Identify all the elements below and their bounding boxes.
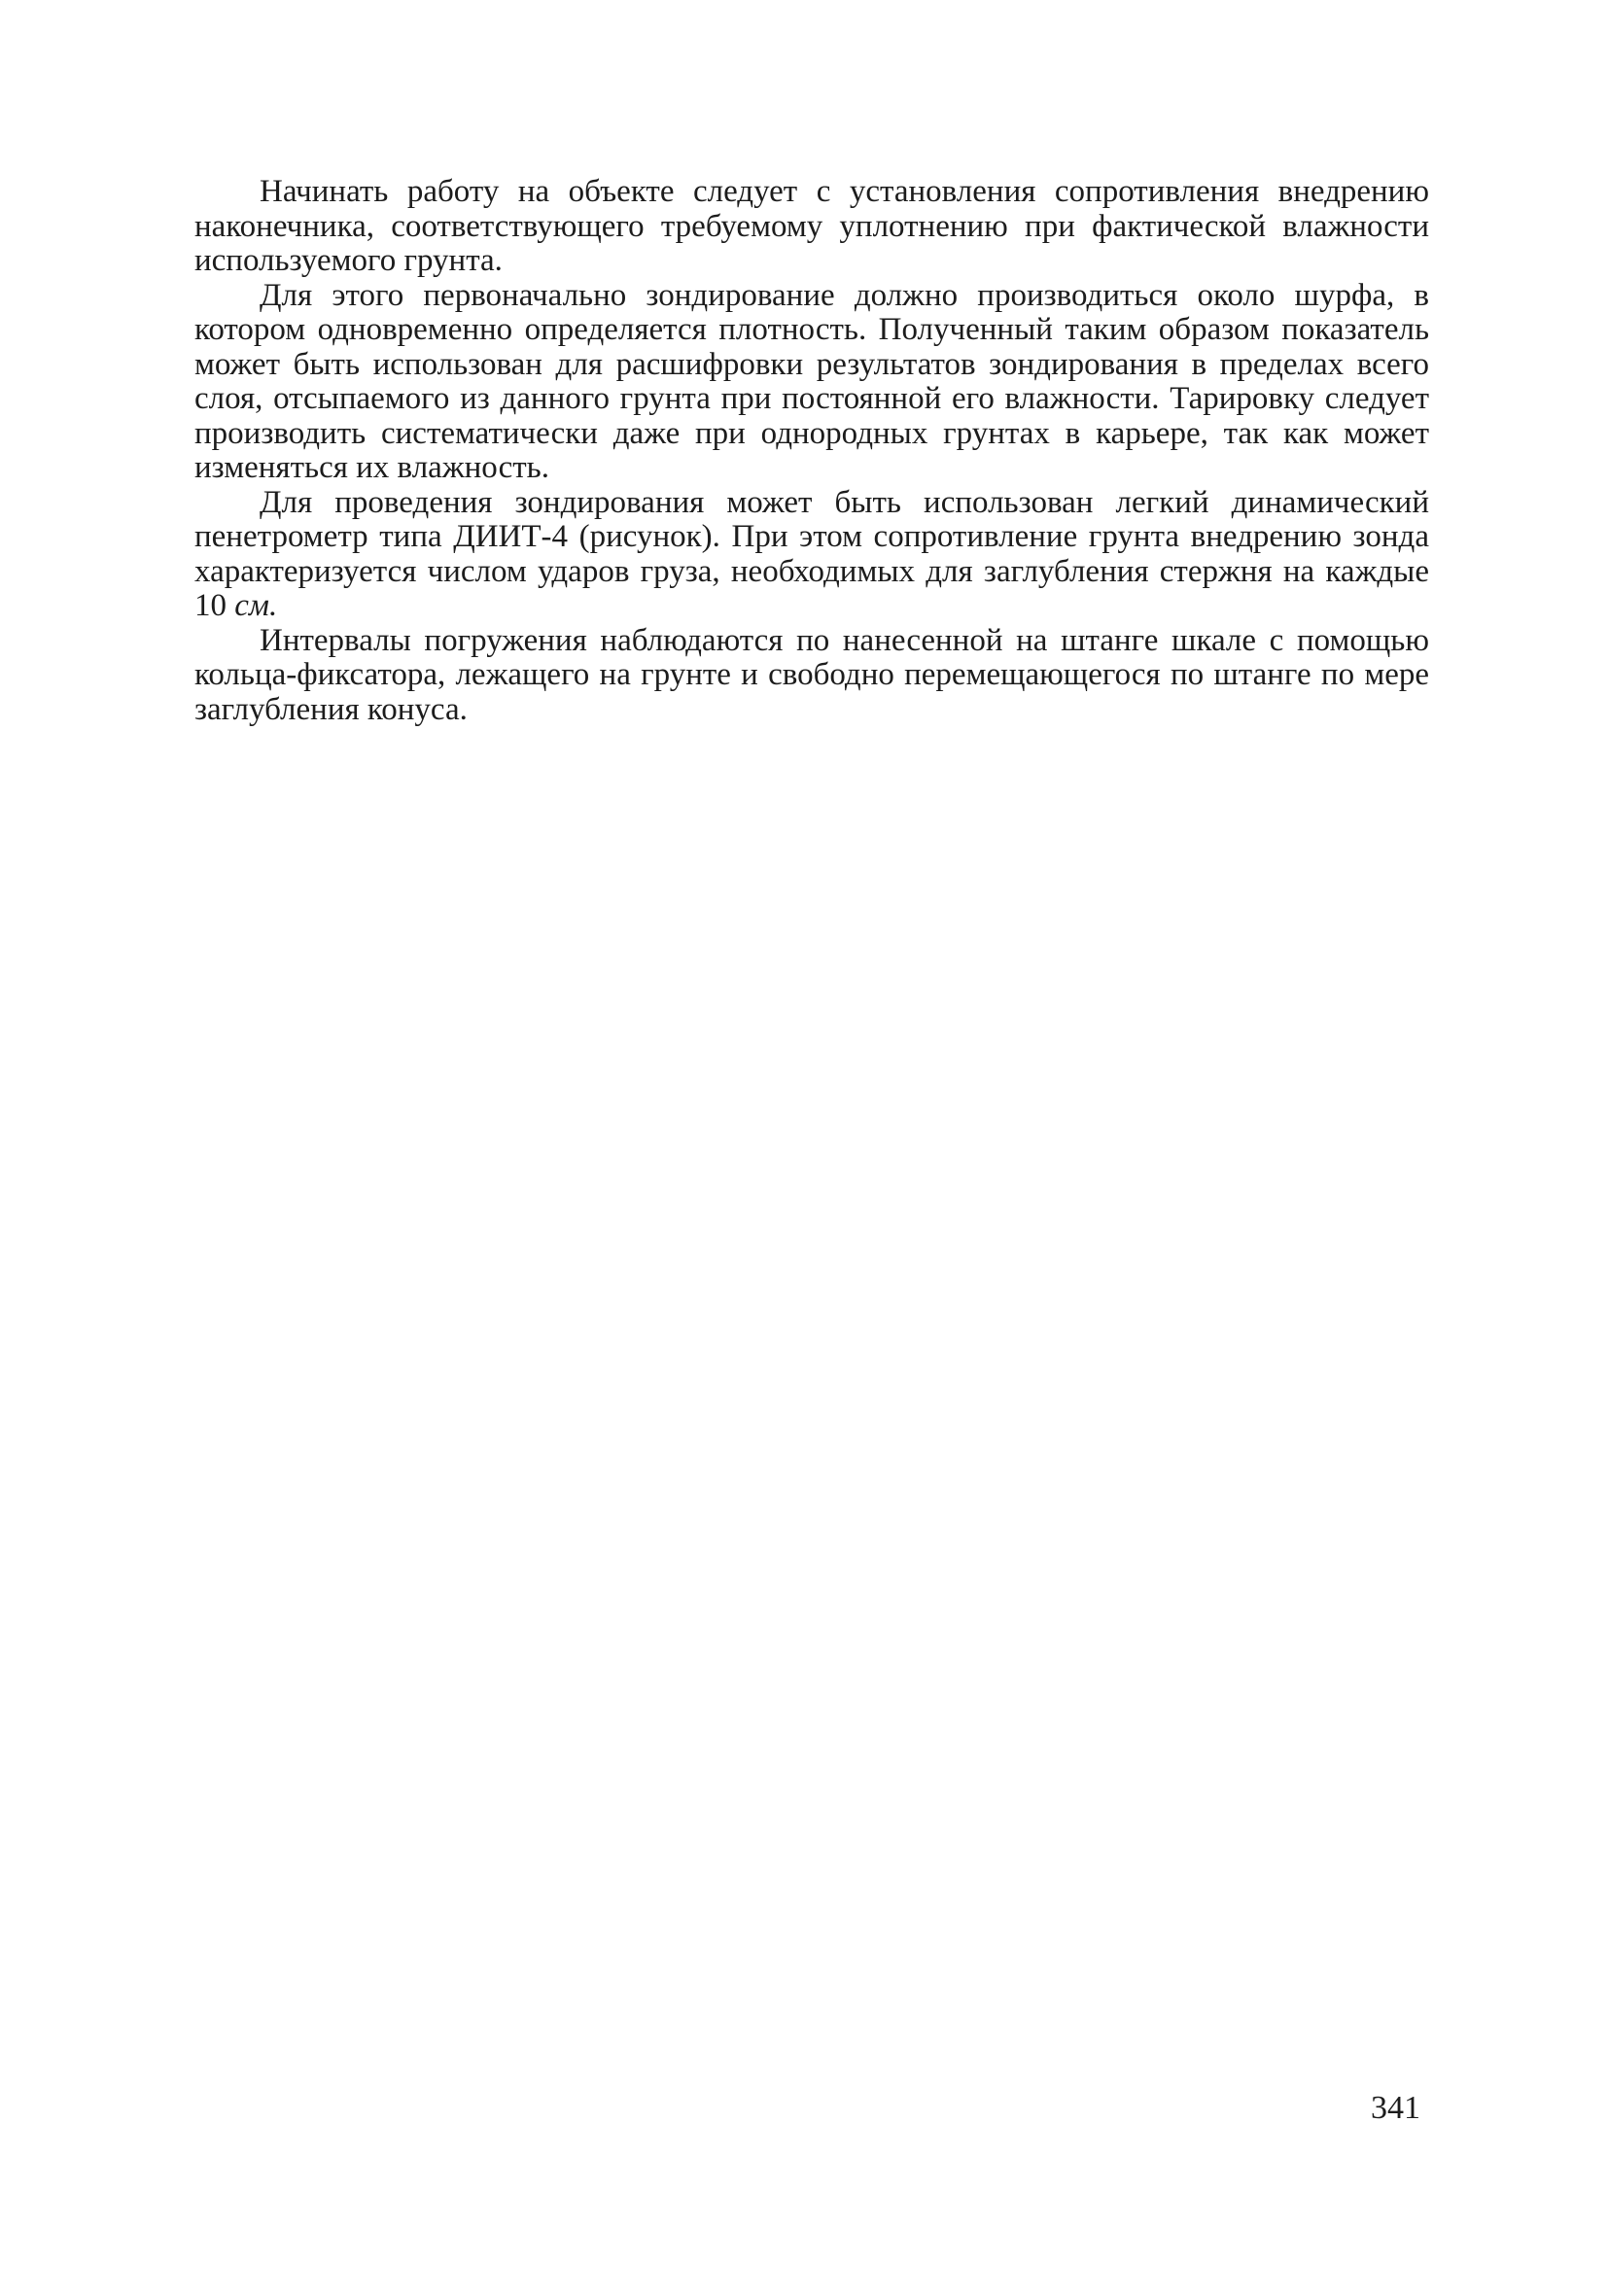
paragraph-4: Интервалы погружения наблюдаются по нанесенной на штанге шкале с помощью кольца-фиксатора, лежащего на грунте и свободно перемещающегося по штанге по мере заглубления конуса.: [194, 622, 1429, 727]
paragraph-3-text: Для проведения зондирования может быть использован легкий динамический пенетрометр типа ДИИТ-4 (рисунок). При этом сопротивление грунта внедрению зонда характеризуется числом ударов груза, необходимых для заглубления стержня на каждые 10: [194, 484, 1429, 623]
paragraph-1: Начинать работу на объекте следует с установления сопротивления внедрению наконечника, соответствующего требуемому уплотнению при фактической влажности используемого грунта.: [194, 174, 1429, 278]
paragraph-3: [194, 486, 1429, 624]
page-number: 341: [1371, 2090, 1420, 2126]
unit-cm: см.: [234, 588, 278, 623]
paragraph-2: Для этого первоначально зондирование должно производиться около шурфа, в котором одновременно определяется плотность. Полученный таким образом показатель может быть использован для расшифровки результатов зондирования в пределах всего слоя, отсыпаемого из данного грунта при постоянной его влажности. Тарировку следует производить систематически даже при однородных грунтах в карьере, так как может изменяться их влажность.: [194, 277, 1429, 485]
body-text: [194, 175, 1429, 727]
